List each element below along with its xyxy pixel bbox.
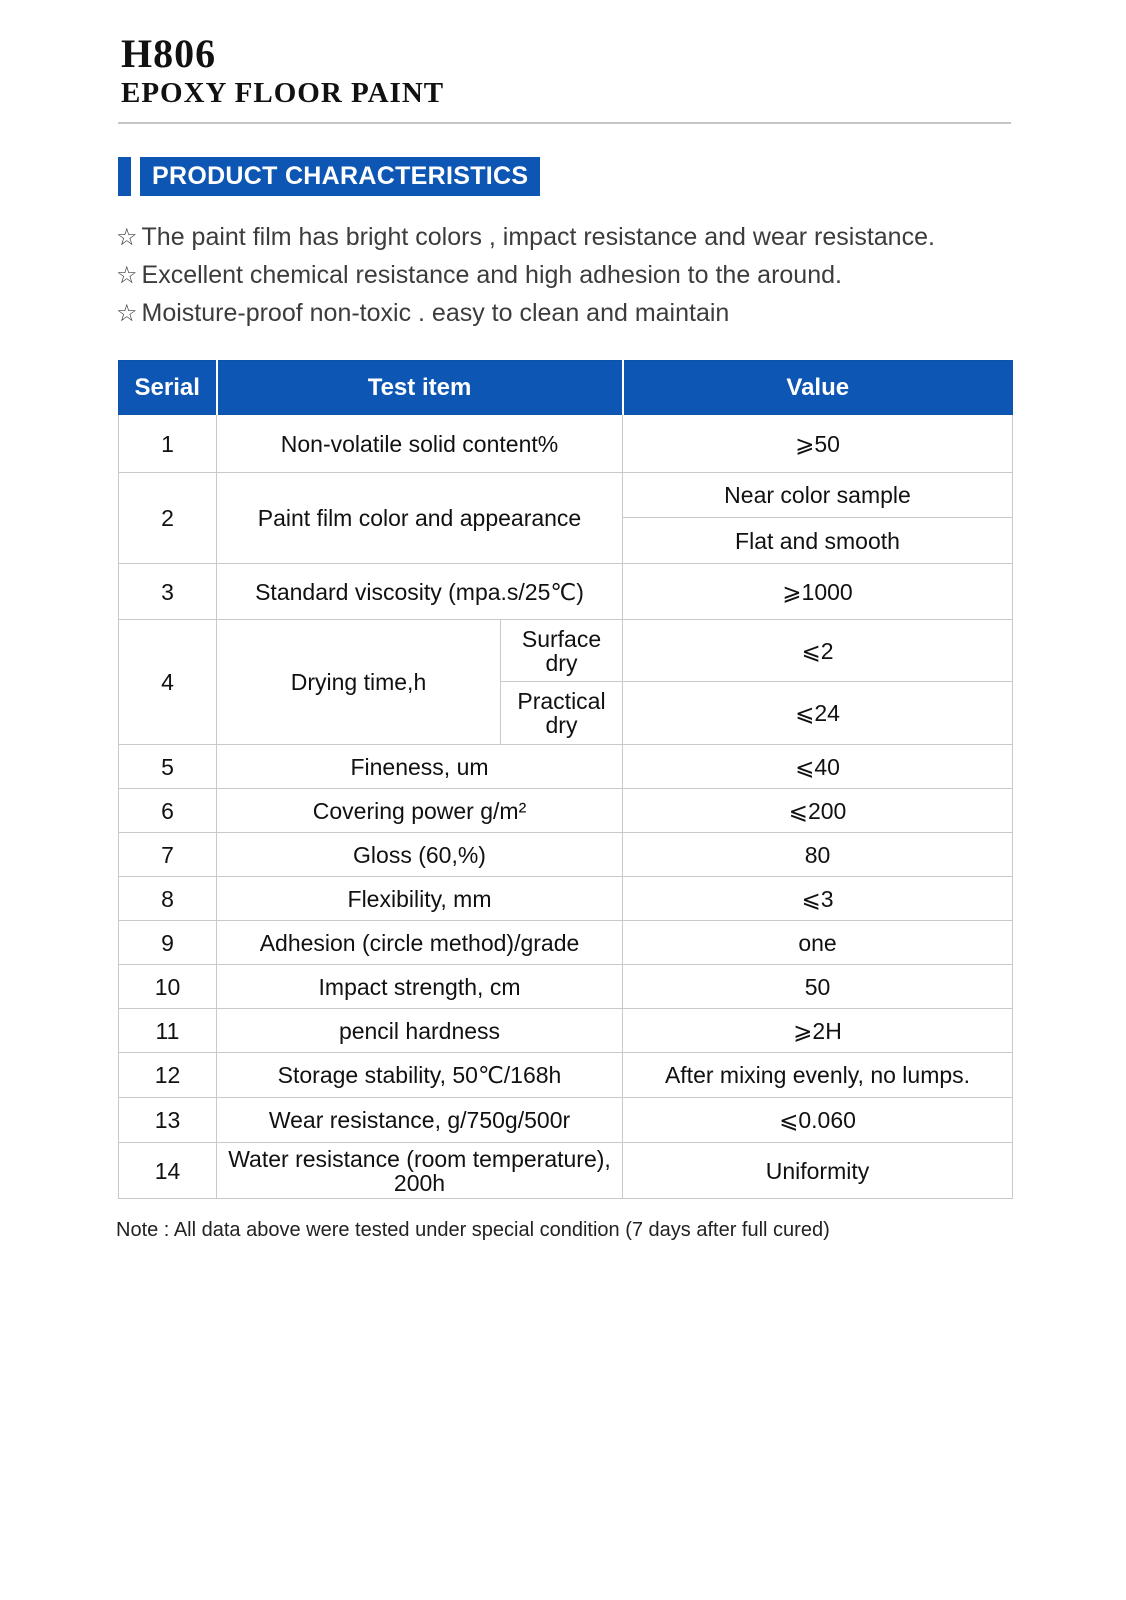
test-item-cell: Standard viscosity (mpa.s/25℃) — [217, 564, 623, 620]
table-row — [119, 1143, 1013, 1199]
value-cell: ⩽24 — [623, 682, 1013, 745]
section-accent-bar — [118, 157, 131, 196]
table-row — [119, 745, 1013, 789]
serial-cell: 2 — [119, 473, 217, 564]
value-cell: Flat and smooth — [623, 518, 1013, 564]
sub-item-cell: Surface dry — [501, 620, 623, 682]
value-cell: one — [623, 921, 1013, 965]
value-cell: ⩽2 — [623, 620, 1013, 682]
table-row — [119, 1053, 1013, 1098]
test-item-cell: Paint film color and appearance — [217, 473, 623, 564]
serial-cell: 7 — [119, 833, 217, 877]
star-outline-icon: ☆ — [116, 261, 138, 289]
header-value: Value — [623, 361, 1013, 415]
value-cell: ⩽0.060 — [623, 1098, 1013, 1143]
value-cell: ⩽40 — [623, 745, 1013, 789]
table-row — [119, 789, 1013, 833]
serial-cell: 5 — [119, 745, 217, 789]
value-cell: ⩽200 — [623, 789, 1013, 833]
feature-list — [116, 218, 935, 332]
feature-text: The paint film has bright colors , impact resistance and wear resistance. — [141, 223, 935, 251]
value-cell: 50 — [623, 965, 1013, 1009]
test-item-cell: Adhesion (circle method)/grade — [217, 921, 623, 965]
test-item-cell: Water resistance (room temperature), 200h — [217, 1143, 623, 1199]
table-row — [119, 877, 1013, 921]
value-cell: ⩾1000 — [623, 564, 1013, 620]
table-row — [119, 1098, 1013, 1143]
spec-table — [118, 360, 1013, 1199]
test-item-cell: Flexibility, mm — [217, 877, 623, 921]
serial-cell: 9 — [119, 921, 217, 965]
table-header-row — [119, 361, 1013, 415]
footnote: Note : All data above were tested under special condition (7 days after full cured) — [116, 1219, 830, 1241]
star-outline-icon: ☆ — [116, 223, 138, 251]
feature-item — [116, 218, 935, 256]
value-cell: Uniformity — [623, 1143, 1013, 1199]
test-item-cell: Non-volatile solid content% — [217, 415, 623, 473]
table-row — [119, 620, 1013, 682]
test-item-cell: Gloss (60,%) — [217, 833, 623, 877]
serial-cell: 14 — [119, 1143, 217, 1199]
header-serial: Serial — [119, 361, 217, 415]
serial-cell: 10 — [119, 965, 217, 1009]
test-item-cell: Wear resistance, g/750g/500r — [217, 1098, 623, 1143]
table-row — [119, 921, 1013, 965]
test-item-cell: Impact strength, cm — [217, 965, 623, 1009]
table-row — [119, 415, 1013, 473]
table-row — [119, 833, 1013, 877]
sub-item-cell: Practical dry — [501, 682, 623, 745]
test-item-cell: Storage stability, 50℃/168h — [217, 1053, 623, 1098]
serial-cell: 12 — [119, 1053, 217, 1098]
test-item-cell: Fineness, um — [217, 745, 623, 789]
feature-text: Moisture-proof non-toxic . easy to clean and maintain — [141, 299, 730, 327]
serial-cell: 4 — [119, 620, 217, 745]
test-item-cell: Drying time,h — [217, 620, 501, 745]
serial-cell: 3 — [119, 564, 217, 620]
table-row — [119, 473, 1013, 518]
section-title: PRODUCT CHARACTERISTICS — [140, 157, 540, 196]
table-row — [119, 965, 1013, 1009]
serial-cell: 11 — [119, 1009, 217, 1053]
serial-cell: 1 — [119, 415, 217, 473]
value-cell: 80 — [623, 833, 1013, 877]
header-divider — [118, 122, 1011, 124]
serial-cell: 6 — [119, 789, 217, 833]
feature-item — [116, 294, 935, 332]
serial-cell: 13 — [119, 1098, 217, 1143]
value-cell: ⩾2H — [623, 1009, 1013, 1053]
table-row — [119, 564, 1013, 620]
value-cell: Near color sample — [623, 473, 1013, 518]
test-item-cell: pencil hardness — [217, 1009, 623, 1053]
test-item-cell: Covering power g/m² — [217, 789, 623, 833]
header-test-item: Test item — [217, 361, 623, 415]
serial-cell: 8 — [119, 877, 217, 921]
feature-text: Excellent chemical resistance and high adhesion to the around. — [141, 261, 842, 289]
product-name: EPOXY FLOOR PAINT — [121, 77, 445, 109]
value-cell: After mixing evenly, no lumps. — [623, 1053, 1013, 1098]
value-cell: ⩾50 — [623, 415, 1013, 473]
star-outline-icon: ☆ — [116, 299, 138, 327]
value-cell: ⩽3 — [623, 877, 1013, 921]
product-code: H806 — [121, 31, 217, 76]
table-row — [119, 1009, 1013, 1053]
feature-item — [116, 256, 935, 294]
